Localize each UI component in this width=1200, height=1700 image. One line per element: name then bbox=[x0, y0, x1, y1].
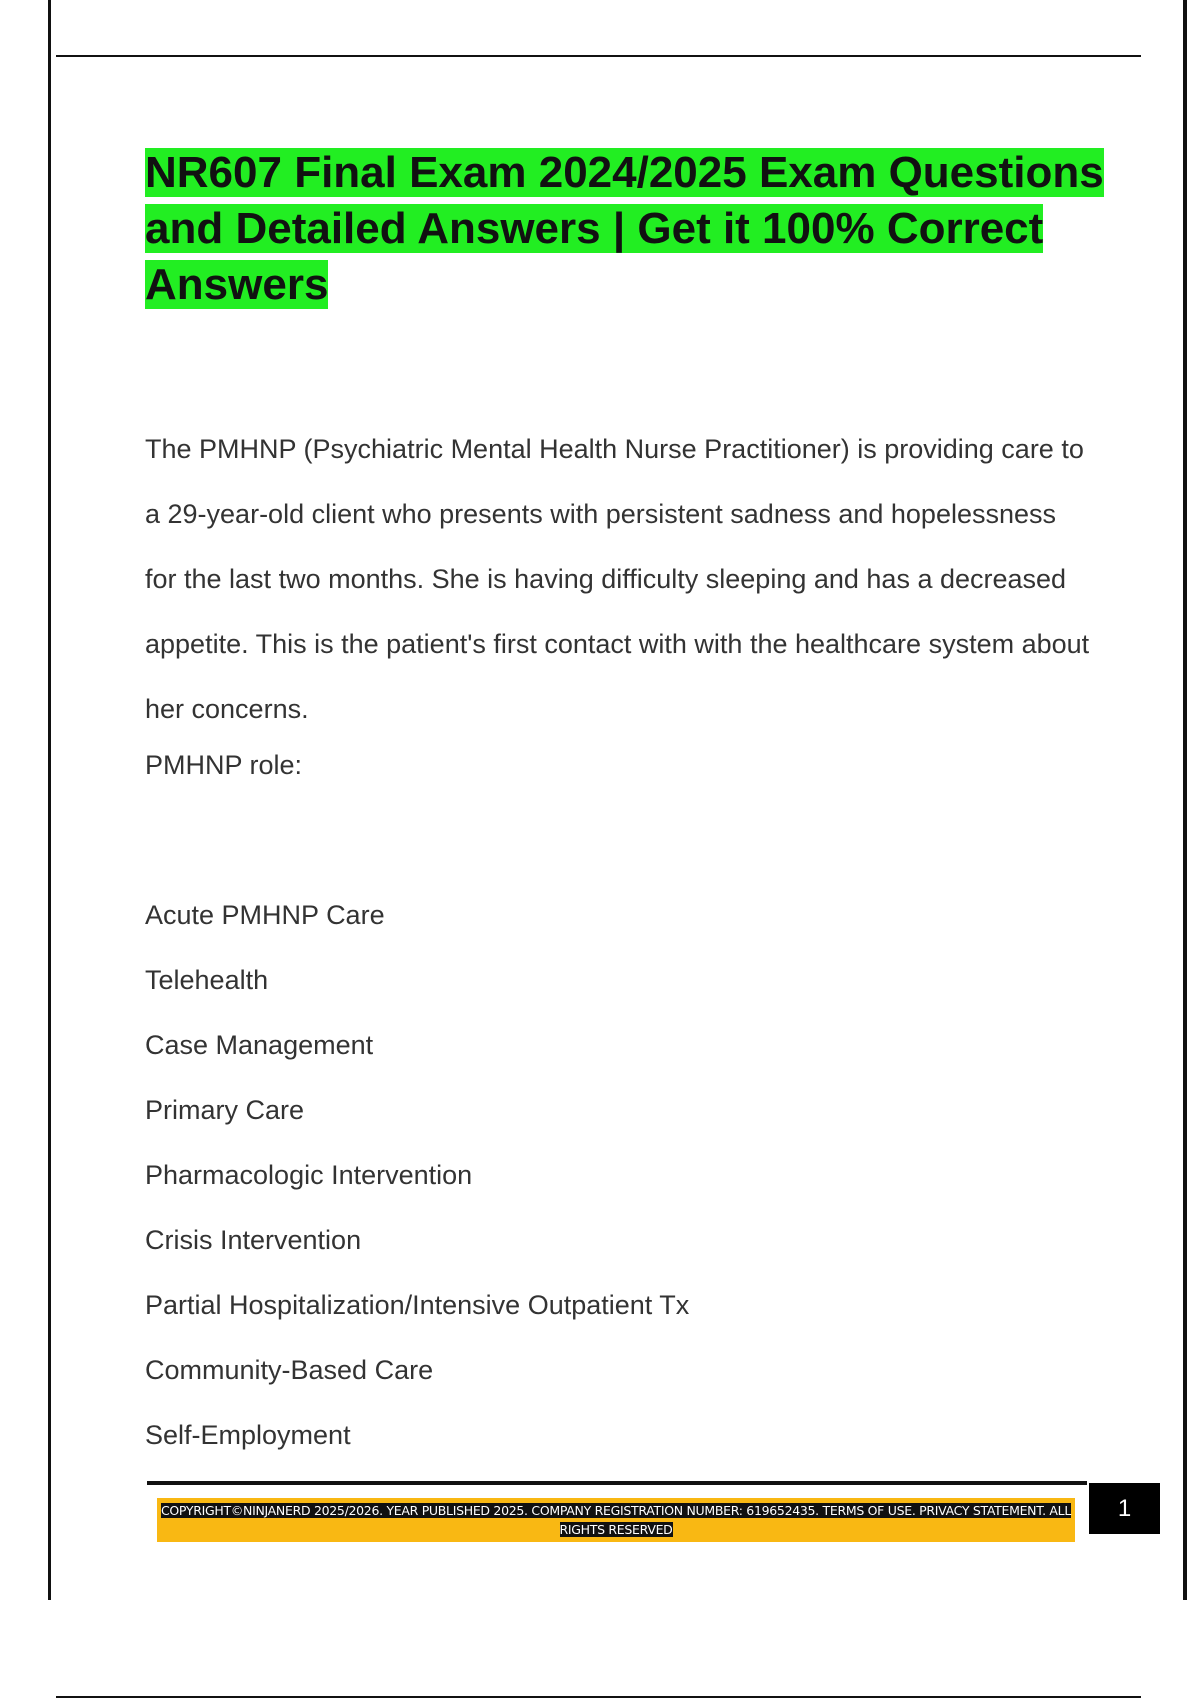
role-option: Pharmacologic Intervention bbox=[145, 1160, 473, 1190]
role-label: PMHNP role: bbox=[145, 750, 303, 780]
question-text: The PMHNP (Psychiatric Mental Health Nurse Practitioner) is providing care to a 29-year-old client who presents with persistent sadness and hopelessness for the last two months. She is having difficulty sleeping and has a decreased appetite. This is the patient's first contact with with the healthcare system about her concerns. bbox=[145, 434, 1090, 724]
page-number: 1 bbox=[1089, 1483, 1160, 1534]
page-top-rule bbox=[56, 55, 1141, 57]
copyright-text: COPYRIGHT©NINJANERD 2025/2026. YEAR PUBLISHED 2025. COMPANY REGISTRATION NUMBER: 619652435. TERMS OF USE. PRIVACY STATEMENT. ALL RIGHTS RESERVED bbox=[160, 1503, 1072, 1537]
role-option: Community-Based Care bbox=[145, 1355, 434, 1385]
role-option: Self-Employment bbox=[145, 1420, 351, 1450]
document-title bbox=[145, 145, 1105, 313]
role-option: Telehealth bbox=[145, 965, 269, 995]
role-option: Crisis Intervention bbox=[145, 1225, 362, 1255]
page-right-border bbox=[1183, 0, 1187, 1600]
copyright-banner bbox=[157, 1498, 1075, 1542]
role-option: Acute PMHNP Care bbox=[145, 900, 385, 930]
page-left-border bbox=[48, 0, 51, 1600]
next-page-top-rule bbox=[56, 1696, 1141, 1698]
title-highlight: NR607 Final Exam 2024/2025 Exam Questions and Detailed Answers | Get it 100% Correct Answers bbox=[145, 148, 1104, 309]
role-options-list bbox=[145, 883, 689, 1468]
role-option: Primary Care bbox=[145, 1095, 305, 1125]
role-option: Partial Hospitalization/Intensive Outpatient Tx bbox=[145, 1290, 690, 1320]
footer-rule bbox=[147, 1481, 1087, 1485]
role-option: Case Management bbox=[145, 1030, 374, 1060]
